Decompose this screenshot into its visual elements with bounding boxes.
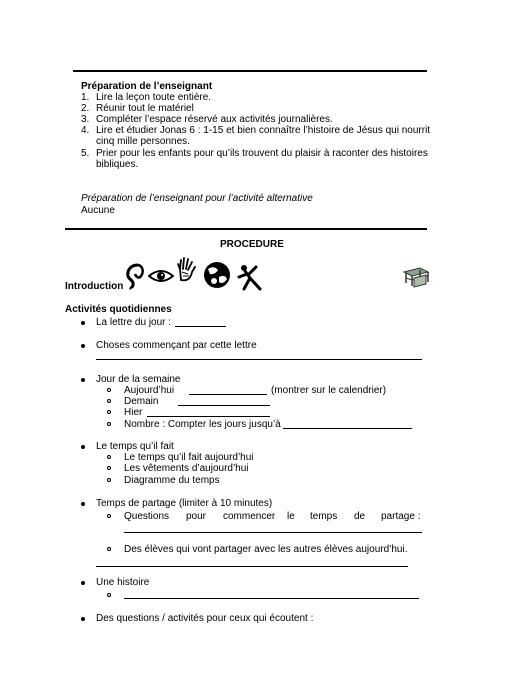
procedure-rule: [65, 228, 427, 230]
bullet: [81, 344, 85, 348]
story-blank[interactable]: [124, 598, 419, 599]
circle-bullet: [107, 455, 111, 459]
circle-bullet: [107, 410, 111, 414]
top-rule: [73, 70, 427, 72]
students-blank[interactable]: [96, 566, 408, 567]
yesterday-blank[interactable]: [147, 416, 270, 417]
procedure-title: PROCEDURE: [220, 239, 284, 250]
introduction-label: Introduction: [65, 281, 124, 292]
prep-num-1: 1.: [81, 92, 90, 103]
weather-today-label: Le temps qu’il fait aujourd’hui: [124, 452, 254, 463]
questions-word: Questions: [124, 511, 170, 522]
circle-bullet: [107, 422, 111, 426]
prep-num-4: 4.: [81, 125, 90, 136]
prep-item-4-cont: cinq mille personnes.: [96, 136, 190, 147]
bullet: [81, 617, 85, 621]
diagram-label: Diagramme du temps: [124, 475, 220, 486]
circle-bullet: [107, 547, 111, 551]
alt-prep-value: Aucune: [81, 205, 115, 216]
prep-item-1: Lire la leçon toute entière.: [96, 92, 212, 103]
things-blank[interactable]: [96, 359, 422, 360]
questions-word: pour: [186, 511, 207, 522]
prep-item-5-cont: bibliques.: [96, 159, 139, 170]
weather-label: Le temps qu’il fait: [96, 441, 174, 452]
yesterday-label: Hier: [124, 407, 143, 418]
ear-icon: [124, 262, 146, 290]
today-label: Aujourd’hui: [124, 385, 175, 396]
hand-icon: [176, 256, 198, 282]
circle-bullet: [107, 514, 111, 518]
listeners-label: Des questions / activités pour ceux qui écoutent :: [96, 613, 314, 624]
circle-bullet: [107, 593, 111, 597]
bullet: [81, 445, 85, 449]
desk-icon: [402, 264, 430, 288]
number-blank[interactable]: [283, 428, 412, 429]
circle-bullet: [107, 466, 111, 470]
circle-bullet: [107, 478, 111, 482]
prep-heading: Préparation de l’enseignant: [81, 81, 213, 92]
letter-blank[interactable]: [175, 326, 226, 327]
questions-word: temps: [310, 511, 338, 522]
daily-heading: Activités quotidiennes: [65, 304, 172, 315]
prep-item-3: Compléter l’espace réservé aux activités journalières.: [96, 114, 333, 125]
prep-num-3: 3.: [81, 114, 90, 125]
eye-icon: [148, 268, 174, 284]
exercise-person-icon: [236, 263, 264, 291]
number-label: Nombre : Compter les jours jusqu’à: [124, 419, 281, 430]
questions-word: le: [287, 511, 295, 522]
bullet: [81, 502, 85, 506]
questions-word: partage :: [381, 511, 421, 522]
letter-of-day-label: La lettre du jour :: [96, 317, 172, 328]
questions-word: de: [354, 511, 366, 522]
globe-head-icon: [202, 261, 232, 291]
prep-item-2: Réunir tout le matériel: [96, 103, 194, 114]
tomorrow-label: Demain: [124, 396, 159, 407]
prep-item-5: Prier pour les enfants pour qu’ils trouvent du plaisir à raconter des histoires: [96, 148, 428, 159]
prep-item-4: Lire et étudier Jonas 6 : 1-15 et bien connaître l’histoire de Jésus qui nourrit: [96, 125, 431, 136]
things-label: Choses commençant par cette lettre: [96, 340, 257, 351]
weekday-label: Jour de la semaine: [96, 374, 181, 385]
alt-prep-heading: Préparation de l’enseignant pour l’activité alternative: [81, 193, 313, 204]
clothes-label: Les vêtements d’aujourd’hui: [124, 463, 249, 474]
bullet: [81, 581, 85, 585]
prep-num-5: 5.: [81, 148, 90, 159]
circle-bullet: [107, 388, 111, 392]
today-blank[interactable]: [189, 394, 267, 395]
calendar-note: (montrer sur le calendrier): [271, 385, 387, 396]
students-label: Des élèves qui vont partager avec les autres élèves aujourd’hui.: [124, 544, 408, 555]
bullet: [81, 378, 85, 382]
questions-blank[interactable]: [124, 532, 422, 533]
bullet: [81, 321, 85, 325]
sharing-label: Temps de partage (limiter à 10 minutes): [96, 498, 273, 509]
prep-num-2: 2.: [81, 103, 90, 114]
circle-bullet: [107, 399, 111, 403]
questions-word: commencer: [223, 511, 276, 522]
story-label: Une histoire: [96, 577, 150, 588]
tomorrow-blank[interactable]: [178, 405, 270, 406]
